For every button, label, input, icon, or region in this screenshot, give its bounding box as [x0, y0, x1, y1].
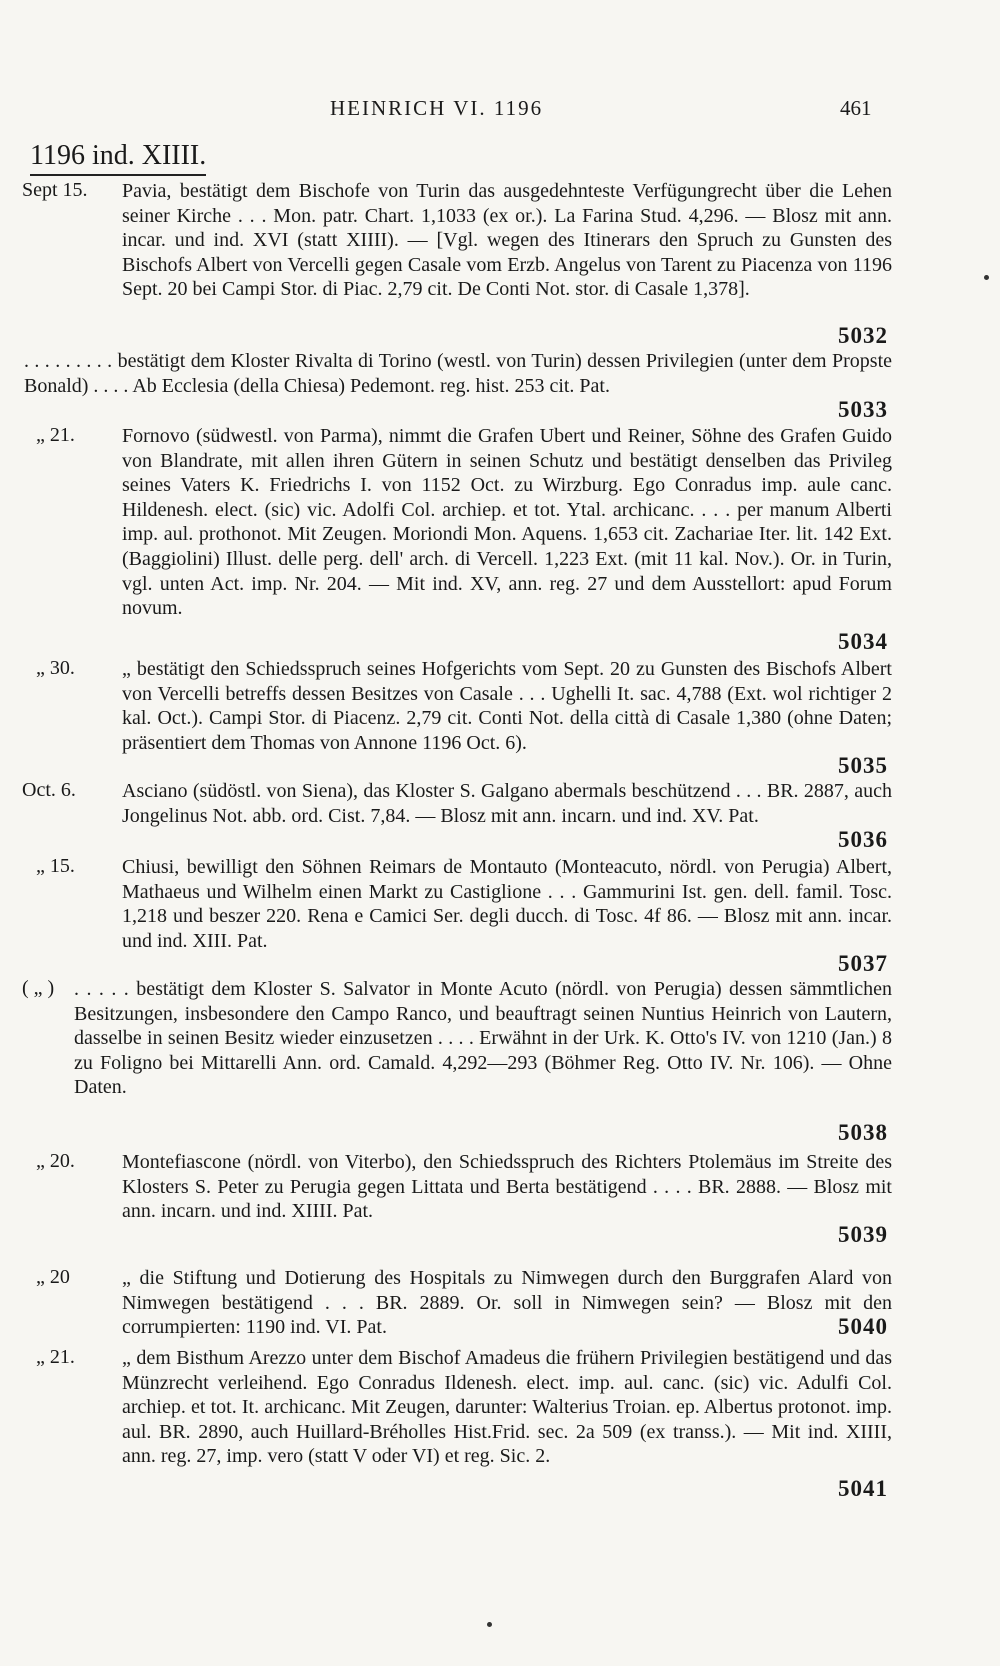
- margin-speck: [984, 275, 989, 280]
- entry-text: Asciano (südöstl. von Siena), das Kloster S. Galgano abermals beschützend . . . BR. 2887, auch Jongelinus Not. abb. ord. Cist. 7,84. — Blosz mit ann. incarn. und ind. XV. Pat.: [122, 780, 892, 827]
- entry-date: „ 20.: [36, 1150, 75, 1172]
- regest-number: 5037: [838, 951, 888, 976]
- margin-speck: [487, 1622, 492, 1627]
- regest-number: 5038: [838, 1120, 888, 1145]
- entry-text: „ dem Bisthum Arezzo unter dem Bischof Amadeus die frühern Privilegien bestätigend und das Münzrecht verleihend. Ego Conradus Ildenesh. elect. imp. aul. canc. (sic) vic. Adulfi Col. archiep. et tot. It. archicanc. Mit Zeugen, darunter: Walterius Troian. ep. Albertus protonot. imp. aul. BR. 2890, auch Huillard-Bréholles Hist.Frid. sec. 2a 509 (ex transs.). — Mit ind. XIIII, ann. reg. 27, imp. vero (statt V oder VI) et reg. Sic. 2.: [122, 1347, 892, 1468]
- entry-text: Chiusi, bewilligt den Söhnen Reimars de Montauto (Monteacuto, nördl. von Perugia) Albert, Mathaeus und Wilhelm einen Markt zu Castiglione . . . Gammurini Ist. gen. dell. famil. Tosc. 1,218 und beszer 220. Rena e Camici Ser. degli ducch. di Tosc. 4f 86. — Blosz mit ann. incar. und ind. XIII. Pat.: [122, 856, 892, 952]
- entry-text: . . . . . . . . . bestätigt dem Kloster Rivalta di Torino (westl. von Turin) dessen Privilegien (unter dem Propste Bonald) . . . . Ab Ecclesia (della Chiesa) Pedemont. reg. hist. 253 cit. Pat.: [24, 350, 892, 397]
- year-heading: 1196 ind. XIIII.: [30, 140, 206, 176]
- entry-text: „ bestätigt den Schiedsspruch seines Hofgerichts vom Sept. 20 zu Gunsten des Bischofs Albert von Vercelli betreffs dessen Besitzes von Casale . . . Ughelli It. sac. 4,788 (Ext. wol richtiger 2 kal. Oct.). Campi Stor. di Piacenz. 2,79 cit. Conti Not. della città di Casale 1,380 (ohne Daten; präsentiert dem Thomas von Annone 1196 Oct. 6).: [122, 658, 892, 754]
- entry-text: . . . . . bestätigt dem Kloster S. Salvator in Monte Acuto (nördl. von Perugia) dessen sämmtlichen Besitzungen, insbesondere den Campo Ranco, und beauftragt seinen Nuntius Heinrich von Lautern, dasselbe in seinen Besitz wieder einzusetzen . . . . Erwähnt in der Urk. K. Otto's IV. von 1210 (Jan.) 8 zu Foligno bei Mittarelli Ann. ord. Camald. 4,292—293 (Böhmer Reg. Otto IV. Nr. 106). — Ohne Daten.: [74, 978, 892, 1099]
- entry-text: Montefiascone (nördl. von Viterbo), den Schiedsspruch des Richters Ptolemäus im Streite des Klosters S. Peter zu Perugia gegen Littata und Berta bestätigend . . . . BR. 2888. — Blosz mit ann. incarn. und ind. XIIII. Pat.: [122, 1151, 892, 1223]
- regest-number: 5032: [838, 323, 888, 348]
- running-head: [0, 96, 1000, 126]
- running-title: HEINRICH VI. 1196: [330, 96, 544, 120]
- regest-number: 5040: [838, 1314, 888, 1339]
- entry-date: „ 15.: [36, 855, 75, 877]
- entry-date: „ 30.: [36, 657, 75, 679]
- regest-number: 5034: [838, 629, 888, 654]
- entry-text: Pavia, bestätigt dem Bischofe von Turin das ausgedehnteste Verfügungrecht über die Lehen seiner Kirche . . . Mon. patr. Chart. 1,1033 (ex or.). La Farina Stud. 4,296. — Blosz mit ann. incar. und ind. XVI (statt XIIII). — [Vgl. wegen des Itinerars den Spruch zu Gunsten des Bischofs Albert von Vercelli gegen Casale vom Erzb. Angelus von Tarent zu Piacenza von 1196 Sept. 20 bei Campi Stor. di Piac. 2,79 cit. De Conti Not. stor. di Casale 1,378].: [122, 180, 892, 301]
- regest-number: 5036: [838, 827, 888, 852]
- page-number: 461: [840, 96, 872, 120]
- entry-date: „ 21.: [36, 424, 75, 446]
- entry-date: Oct. 6.: [22, 779, 76, 801]
- regest-number: 5035: [838, 753, 888, 778]
- regest-number: 5033: [838, 397, 888, 422]
- entry-date: ( „ ): [22, 977, 55, 999]
- entry-text: Fornovo (südwestl. von Parma), nimmt die Grafen Ubert und Reiner, Söhne des Grafen Guido von Blandrate, mit allen ihren Gütern in seinen Schutz und bestätigt denselben das Privileg seines Vaters K. Friedrichs I. von 1152 Oct. zu Wirzburg. Ego Conradus imp. aule canc. Hildenesh. elect. (sic) vic. Adolfi Col. archiep. et tot. Ytal. archicanc. . . . per manum Alberti imp. aul. prothonot. Mit Zeugen. Moriondi Mon. Aquens. 1,653 cit. Zachariae Iter. lit. 142 Ext. (Baggiolini) Illust. delle perg. dell' arch. di Vercell. 1,223 Ext. (mit 11 kal. Nov.). Or. in Turin, vgl. unten Act. imp. Nr. 204. — Mit ind. XV, ann. reg. 27 und dem Ausstellort: apud Forum novum.: [122, 425, 892, 620]
- entry-date: Sept 15.: [22, 179, 88, 201]
- entry-date: „ 20: [36, 1266, 70, 1288]
- regest-number: 5039: [838, 1222, 888, 1247]
- entry-date: „ 21.: [36, 1346, 75, 1368]
- entry-text: „ die Stiftung und Dotierung des Hospitals zu Nimwegen durch den Burggrafen Alard von Nimwegen bestätigend . . . BR. 2889. Or. soll in Nimwegen sein? — Blosz mit den corrumpierten: 1190 ind. VI. Pat.: [122, 1267, 892, 1339]
- regest-number: 5041: [838, 1476, 888, 1501]
